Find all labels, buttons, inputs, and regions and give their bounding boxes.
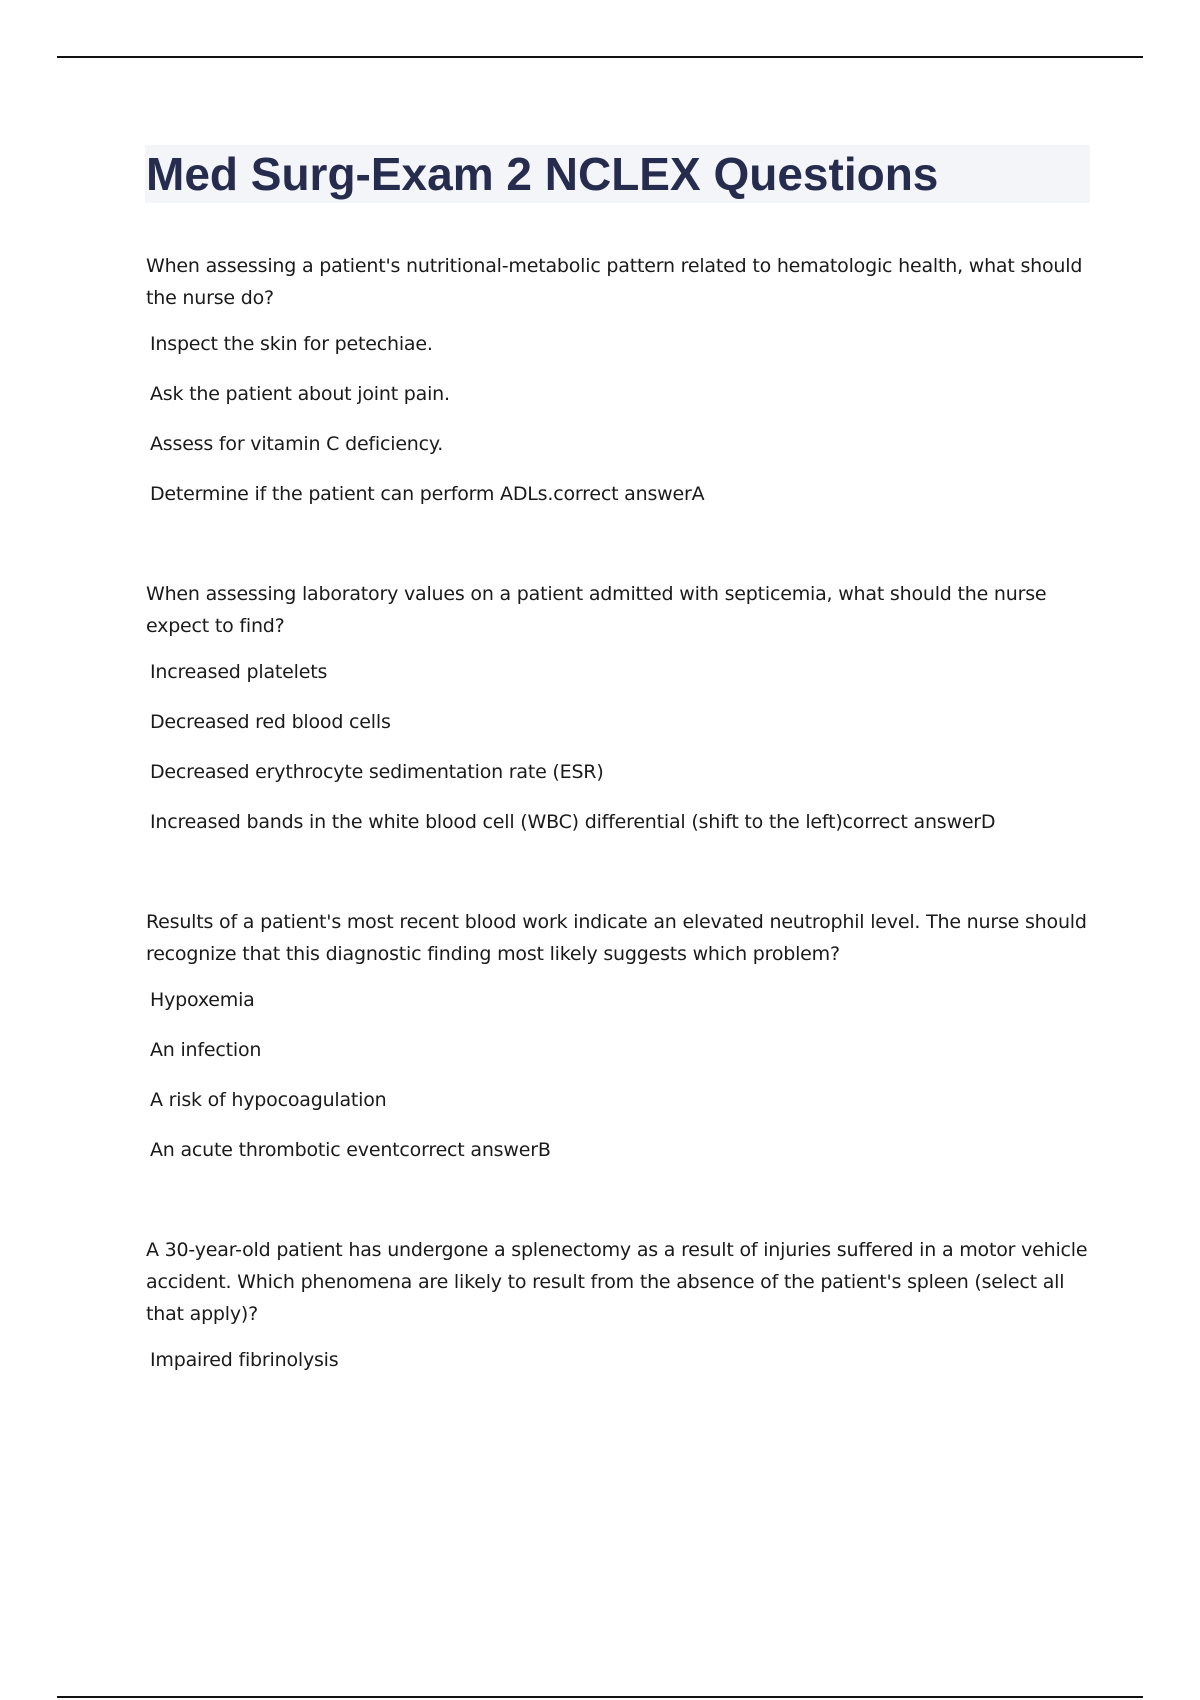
question-text: When assessing a patient's nutritional-metabolic pattern related to hematologic health, what should the nurse do?	[146, 255, 1083, 309]
answer-option: Determine if the patient can perform ADLs.correct answerA	[150, 483, 705, 505]
question-3	[146, 906, 1091, 1166]
answer-option: Ask the patient about joint pain.	[150, 383, 450, 405]
question-text: When assessing laboratory values on a patient admitted with septicemia, what should the nurse expect to find?	[146, 583, 1047, 637]
answer-option: Decreased erythrocyte sedimentation rate (ESR)	[150, 761, 604, 783]
bottom-rule	[57, 1696, 1143, 1698]
answer-option: Increased bands in the white blood cell (WBC) differential (shift to the left)correct answerD	[150, 811, 996, 833]
answer-option: Impaired fibrinolysis	[150, 1349, 339, 1371]
answer-option: Inspect the skin for petechiae.	[150, 333, 433, 355]
question-text: A 30-year-old patient has undergone a splenectomy as a result of injuries suffered in a motor vehicle accident. Which phenomena are likely to result from the absence of the patient's spleen (select all that apply)?	[146, 1239, 1088, 1325]
answer-option: Hypoxemia	[150, 989, 255, 1011]
question-1	[146, 250, 1091, 510]
answer-option: An acute thrombotic eventcorrect answerB	[150, 1139, 551, 1161]
question-text: Results of a patient's most recent blood work indicate an elevated neutrophil level. The nurse should recognize that this diagnostic finding most likely suggests which problem?	[146, 911, 1087, 965]
answer-option: An infection	[150, 1039, 262, 1061]
answer-option: Decreased red blood cells	[150, 711, 391, 733]
question-2	[146, 578, 1091, 838]
question-4	[146, 1234, 1091, 1376]
document-body	[146, 250, 1091, 1444]
document-title: Med Surg-Exam 2 NCLEX Questions	[146, 148, 939, 200]
top-rule	[57, 56, 1143, 58]
answer-option: A risk of hypocoagulation	[150, 1089, 387, 1111]
answer-option: Assess for vitamin C deficiency.	[150, 433, 444, 455]
answer-option: Increased platelets	[150, 661, 328, 683]
